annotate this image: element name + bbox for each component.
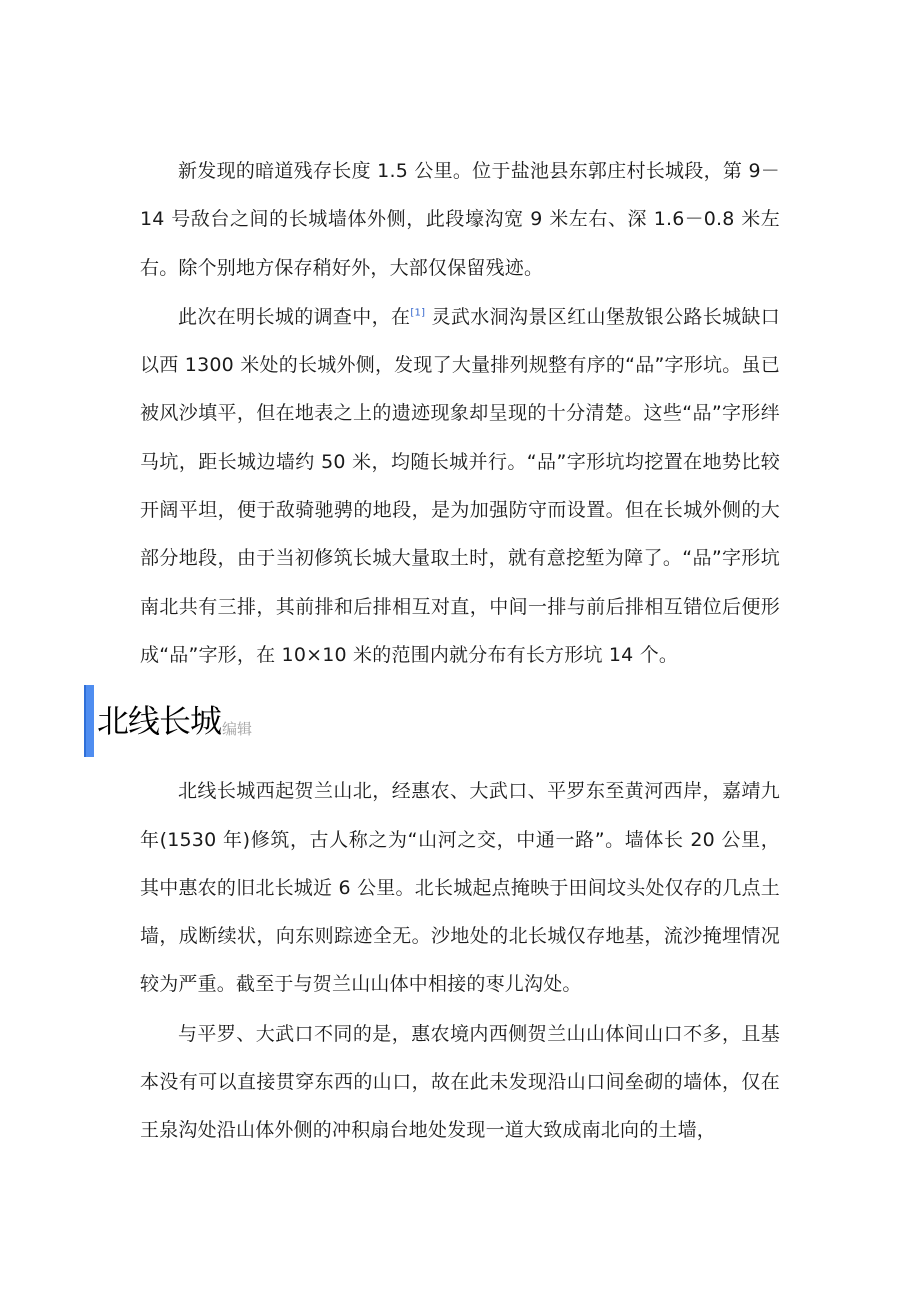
paragraph-pin-pits	[140, 293, 780, 679]
reference-link[interactable]: [1]	[410, 307, 426, 319]
article-body	[97, 147, 781, 1156]
paragraph-north-wall: 北线长城西起贺兰山北，经惠农、大武口、平罗东至黄河西岸，嘉靖九年(1530 年)修筑，古人称之为“山河之交，中通一路”。墙体长 20 公里，其中惠农的旧北长城近 6 公里。北长城起点掩映于田间坟头处仅存的几点土墙，成断续状，向东则踪迹全无。沙地处的北长城仅存地基，流沙掩埋情况较为严重。截至于与贺兰山山体中相接的枣儿沟处。	[140, 780, 780, 996]
paragraph-pin-pits-lead: 此次在明长城的调查中，在	[178, 305, 411, 328]
heading-accent-bar	[84, 685, 94, 757]
section-heading	[84, 685, 780, 757]
edit-link[interactable]: 编辑	[222, 719, 253, 738]
paragraph-dark-trench: 新发现的暗道残存长度 1.5 公里。位于盐池县东郭庄村长城段，第 9－14 号敌台之间的长城墙体外侧，此段壕沟宽 9 米左右、深 1.6－0.8 米左右。除个别地方保存稍好外，大部仅保留残迹。	[140, 160, 780, 279]
section-title: 北线长城	[97, 702, 222, 741]
paragraph-huinong: 与平罗、大武口不同的是，惠农境内西侧贺兰山山体间山口不多，且基本没有可以直接贯穿东西的山口，故在此未发现沿山口间垒砌的墙体，仅在王泉沟处沿山体外侧的冲积扇台地处发现一道大致成南北向的土墙，	[140, 1022, 780, 1142]
paragraph-pin-pits-rest: 灵武水洞沟景区红山堡敖银公路长城缺口以西 1300 米处的长城外侧，发现了大量排列规整有序的“品”字形坑。虽已被风沙填平，但在地表之上的遗迹现象却呈现的十分清楚。这些“品”字形绊马坑，距长城边墙约 50 米，均随长城并行。“品”字形坑均挖置在地势比较开阔平坦，便于敌骑驰骋的地段，是为加强防守而设置。但在长城外侧的大部分地段，由于当初修筑长城大量取土时，就有意挖堑为障了。“品”字形坑南北共有三排，其前排和后排相互对直，中间一排与前后排相互错位后便形成“品”字形，在 10×10 米的范围内就分布有长方形坑 14 个。	[140, 305, 781, 666]
